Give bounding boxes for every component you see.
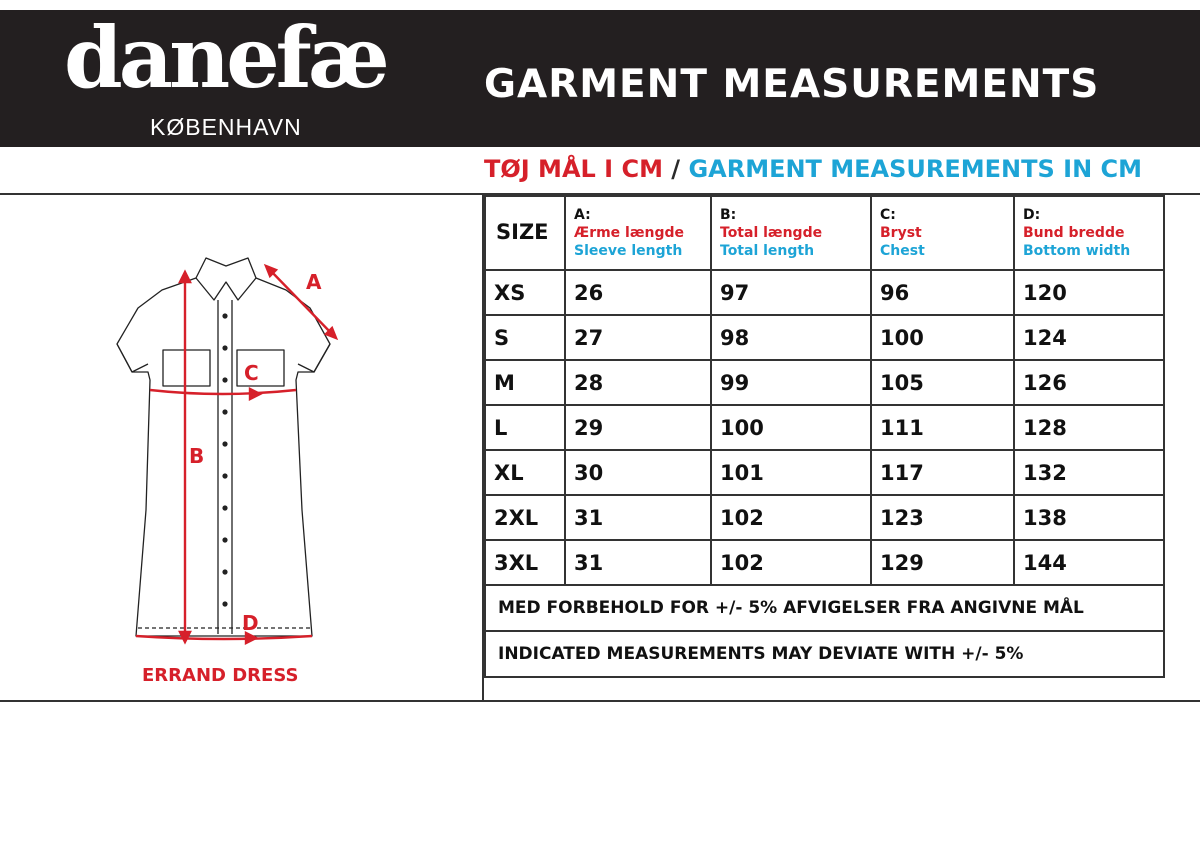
total-length-cell: 99 [711, 360, 871, 405]
size-cell: XL [485, 450, 565, 495]
page-title: GARMENT MEASUREMENTS [484, 62, 1100, 107]
size-cell: XS [485, 270, 565, 315]
header-d-letter: D: [1023, 206, 1041, 223]
table-row [485, 405, 1164, 450]
total-length-cell: 97 [711, 270, 871, 315]
header-a-danish: Ærme længde [574, 224, 685, 241]
header-c-danish: Bryst [880, 224, 922, 241]
header-c-english: Chest [880, 243, 925, 260]
label-b: B [189, 444, 205, 468]
sleeve-length-cell: 31 [565, 540, 711, 585]
tolerance-note-english: INDICATED MEASUREMENTS MAY DEVIATE WITH +/- 5% [485, 631, 1164, 677]
total-length-cell: 98 [711, 315, 871, 360]
bottom-width-cell: 128 [1014, 405, 1164, 450]
header-size-label: SIZE [496, 220, 549, 245]
header-b-english: Total length [720, 243, 815, 260]
table-row [485, 315, 1164, 360]
chest-cell: 117 [871, 450, 1014, 495]
total-length-cell: 102 [711, 540, 871, 585]
bottom-width-cell: 132 [1014, 450, 1164, 495]
units-subtitle [484, 155, 1142, 183]
measure-c-arrow-end [250, 389, 260, 399]
measure-b-arrow-end [180, 632, 190, 642]
subtitle-separator: / [662, 155, 689, 183]
subtitle-english: GARMENT MEASUREMENTS IN CM [688, 155, 1143, 183]
total-length-cell: 100 [711, 405, 871, 450]
column-header-d [1014, 196, 1164, 270]
size-cell: 2XL [485, 495, 565, 540]
note-row-english [485, 631, 1164, 677]
size-cell: L [485, 405, 565, 450]
note-row-danish [485, 585, 1164, 631]
tolerance-note-danish: MED FORBEHOLD FOR +/- 5% AFVIGELSER FRA ANGIVNE MÅL [485, 585, 1164, 631]
header-c-letter: C: [880, 206, 896, 223]
size-cell: M [485, 360, 565, 405]
measure-a-line [268, 268, 334, 336]
table-row [485, 270, 1164, 315]
bottom-width-cell: 126 [1014, 360, 1164, 405]
table-row [485, 360, 1164, 405]
dress-outline [117, 278, 330, 636]
bottom-divider [0, 700, 1200, 702]
total-length-cell: 102 [711, 495, 871, 540]
header-b-danish: Total længde [720, 224, 823, 241]
brand-city: KØBENHAVN [150, 114, 302, 140]
size-cell: 3XL [485, 540, 565, 585]
subtitle-danish: TØJ MÅL I CM [484, 155, 663, 183]
garment-caption: ERRAND DRESS [142, 665, 299, 686]
chest-cell: 96 [871, 270, 1014, 315]
measure-b-arrow-start [180, 272, 190, 282]
bottom-width-cell: 120 [1014, 270, 1164, 315]
header-b-letter: B: [720, 206, 737, 223]
column-header-size [485, 196, 565, 270]
dress-collar [196, 258, 256, 300]
sleeve-length-cell: 31 [565, 495, 711, 540]
table-row [485, 450, 1164, 495]
measure-c-line [150, 390, 296, 394]
label-d: D [242, 611, 259, 635]
column-header-a [565, 196, 711, 270]
column-header-b [711, 196, 871, 270]
dress-diagram [0, 195, 482, 700]
table-row [485, 540, 1164, 585]
dress-pocket-left [163, 350, 210, 386]
sleeve-length-cell: 26 [565, 270, 711, 315]
bottom-width-cell: 144 [1014, 540, 1164, 585]
chest-cell: 129 [871, 540, 1014, 585]
sleeve-length-cell: 27 [565, 315, 711, 360]
bottom-width-cell: 138 [1014, 495, 1164, 540]
size-table [484, 195, 1165, 678]
dress-sleeve-cuff-left [117, 344, 148, 372]
header-d-english: Bottom width [1023, 243, 1131, 260]
label-a: A [306, 270, 322, 294]
chest-cell: 123 [871, 495, 1014, 540]
column-header-c [871, 196, 1014, 270]
label-c: C [244, 361, 259, 385]
sleeve-length-cell: 28 [565, 360, 711, 405]
dress-sleeve-cuff-right [298, 344, 330, 372]
chest-cell: 111 [871, 405, 1014, 450]
chest-cell: 100 [871, 315, 1014, 360]
header-d-danish: Bund bredde [1023, 224, 1125, 241]
total-length-cell: 101 [711, 450, 871, 495]
header-a-letter: A: [574, 206, 591, 223]
sleeve-length-cell: 30 [565, 450, 711, 495]
chest-cell: 105 [871, 360, 1014, 405]
bottom-width-cell: 124 [1014, 315, 1164, 360]
header-a-english: Sleeve length [574, 243, 683, 260]
table-row [485, 495, 1164, 540]
dress-buttons [222, 313, 227, 606]
table-header-row [485, 196, 1164, 270]
size-cell: S [485, 315, 565, 360]
sleeve-length-cell: 29 [565, 405, 711, 450]
brand-logo: danefæ [64, 8, 386, 107]
header-banner [0, 10, 1200, 147]
